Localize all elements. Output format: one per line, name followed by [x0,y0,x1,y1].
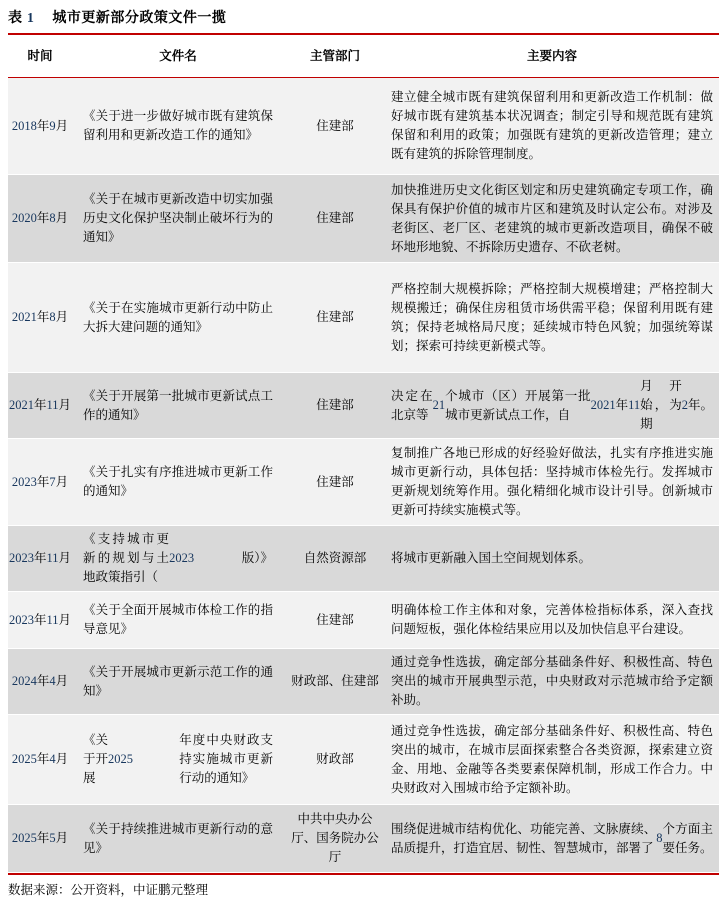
table-row [8,439,719,526]
header-docname: 文件名 [159,48,197,63]
table-number: 表 1 [8,9,35,26]
table-body [8,78,719,873]
cell-docname: 《支持城市更新的规划与土地政策指引（ 2023 版）》 [83,532,273,584]
table-row [8,526,719,592]
table-header-row [8,35,719,77]
cell-time: 2021 年 8 月 [11,310,69,324]
cell-time: 2018 年 9 月 [11,118,69,133]
table-row [8,649,719,715]
cell-content: 加快推进历史文化街区划定和历史建筑确定专项工作，确保具有保护价值的城市片区和建筑及时认定公布。对涉及老街区、老厂区、老建筑的城市更新改造项目，确保不破坏地形地貌、不拆除历史遗存、不砍老树。 [391,182,713,254]
data-source-note: 数据来源：公开资料，中证鹏元整理 [8,883,209,897]
cell-department: 住建部 [316,398,354,412]
cell-docname: 《关于扎实有序推进城市更新工作的通知》 [83,465,273,498]
cell-time: 2023 年 11 月 [8,551,72,565]
cell-docname: 《关于开展第一批城市更新试点工作的通知》 [83,388,273,422]
table-row [8,78,719,175]
cell-time: 2021 年 11 月 [8,398,72,412]
table-row [8,805,719,873]
cell-department: 财政部、住建部 [291,674,379,688]
cell-time: 2020 年 8 月 [11,211,69,225]
cell-department: 住建部 [316,612,354,627]
cell-time: 2023 年 11 月 [8,612,72,627]
cell-department: 中共中央办公厅、国务院办公厅 [291,812,379,864]
table-title-text: 城市更新部分政策文件一揽 [52,9,227,25]
header-time: 时间 [27,48,53,63]
header-content: 主要内容 [526,48,577,63]
cell-time: 2023 年 7 月 [11,474,69,489]
cell-docname: 《关于开展城市更新示范工作的通知》 [83,664,273,698]
cell-time: 2025 年 5 月 [11,831,69,845]
cell-department: 自然资源部 [303,551,367,565]
cell-content: 建立健全城市既有建筑保留利用和更新改造工作机制：做好城市既有建筑基本状况调查；制定引导和规范既有建筑保留和利用的政策；加强既有建筑的更新改造管理；建立既有建筑的拆除管理制度。 [391,90,713,161]
table-row [8,592,719,649]
cell-department: 住建部 [316,118,354,133]
table-row [8,175,719,263]
cell-content: 明确体检工作主体和对象，完善体检指标体系，深入查找问题短板，强化体检结果应用以及加快信息平台建设。 [391,603,713,636]
cell-content: 围绕促进城市结构优化、功能完善、文脉赓续、品质提升，打造宜居、韧性、智慧城市，部署了 8 个方面主要任务。 [391,821,713,855]
cell-content: 通过竞争性选拔，确定部分基础条件好、积极性高、特色突出的城市，在城市层面探索整合各类资源，探索建立资金、用地、金融等各类要素保障机制，形成工作合力。中央财政对入围城市给予定额补助。 [391,723,713,795]
cell-content: 严格控制大规模拆除；严格控制大规模增建；严格控制大规模搬迁；确保住房租赁市场供需平稳；保留利用既有建筑；保持老城格局尺度；延续城市特色风貌；加强统筹谋划；探索可持续更新模式等。 [391,281,713,353]
cell-department: 财政部 [316,752,354,766]
cell-department: 住建部 [316,310,354,324]
cell-time: 2024 年 4 月 [11,674,69,688]
cell-time: 2025 年 4 月 [11,752,69,766]
cell-department: 住建部 [316,211,354,225]
header-department: 主管部门 [309,48,360,63]
table-row [8,715,719,805]
cell-docname: 《关于全面开展城市体检工作的指导意见》 [83,603,273,636]
cell-content: 将城市更新融入国土空间规划体系。 [391,551,592,565]
table-title [8,4,719,33]
table-row [8,263,719,373]
cell-docname: 《关于进一步做好城市既有建筑保留利用和更新改造工作的通知》 [83,109,273,142]
cell-content: 决定在北京等 21 个城市（区）开展第一批城市更新试点工作，自 2021 年 11 月开始，为期 2 年。 [391,379,713,431]
table-row [8,373,719,439]
cell-department: 住建部 [316,474,354,489]
cell-docname: 《关于开展 2025 年度中央财政支持实施城市更新行动的通知》 [83,733,273,785]
cell-content: 复制推广各地已形成的好经验好做法，扎实有序推进实施城市更新行动，具体包括：坚持城市体检先行。发挥城市更新规划统筹作用。强化精细化城市设计引导。创新城市更新可持续实施模式等。 [391,446,713,517]
cell-docname: 《关于持续推进城市更新行动的意见》 [83,821,273,855]
cell-docname: 《关于在实施城市更新行动中防止大拆大建问题的通知》 [83,300,273,334]
cell-docname: 《关于在城市更新改造中切实加强历史文化保护坚决制止破坏行为的通知》 [83,192,273,244]
cell-content: 通过竞争性选拔，确定部分基础条件好、积极性高、特色突出的城市开展典型示范，中央财政对示范城市给予定额补助。 [391,655,713,707]
